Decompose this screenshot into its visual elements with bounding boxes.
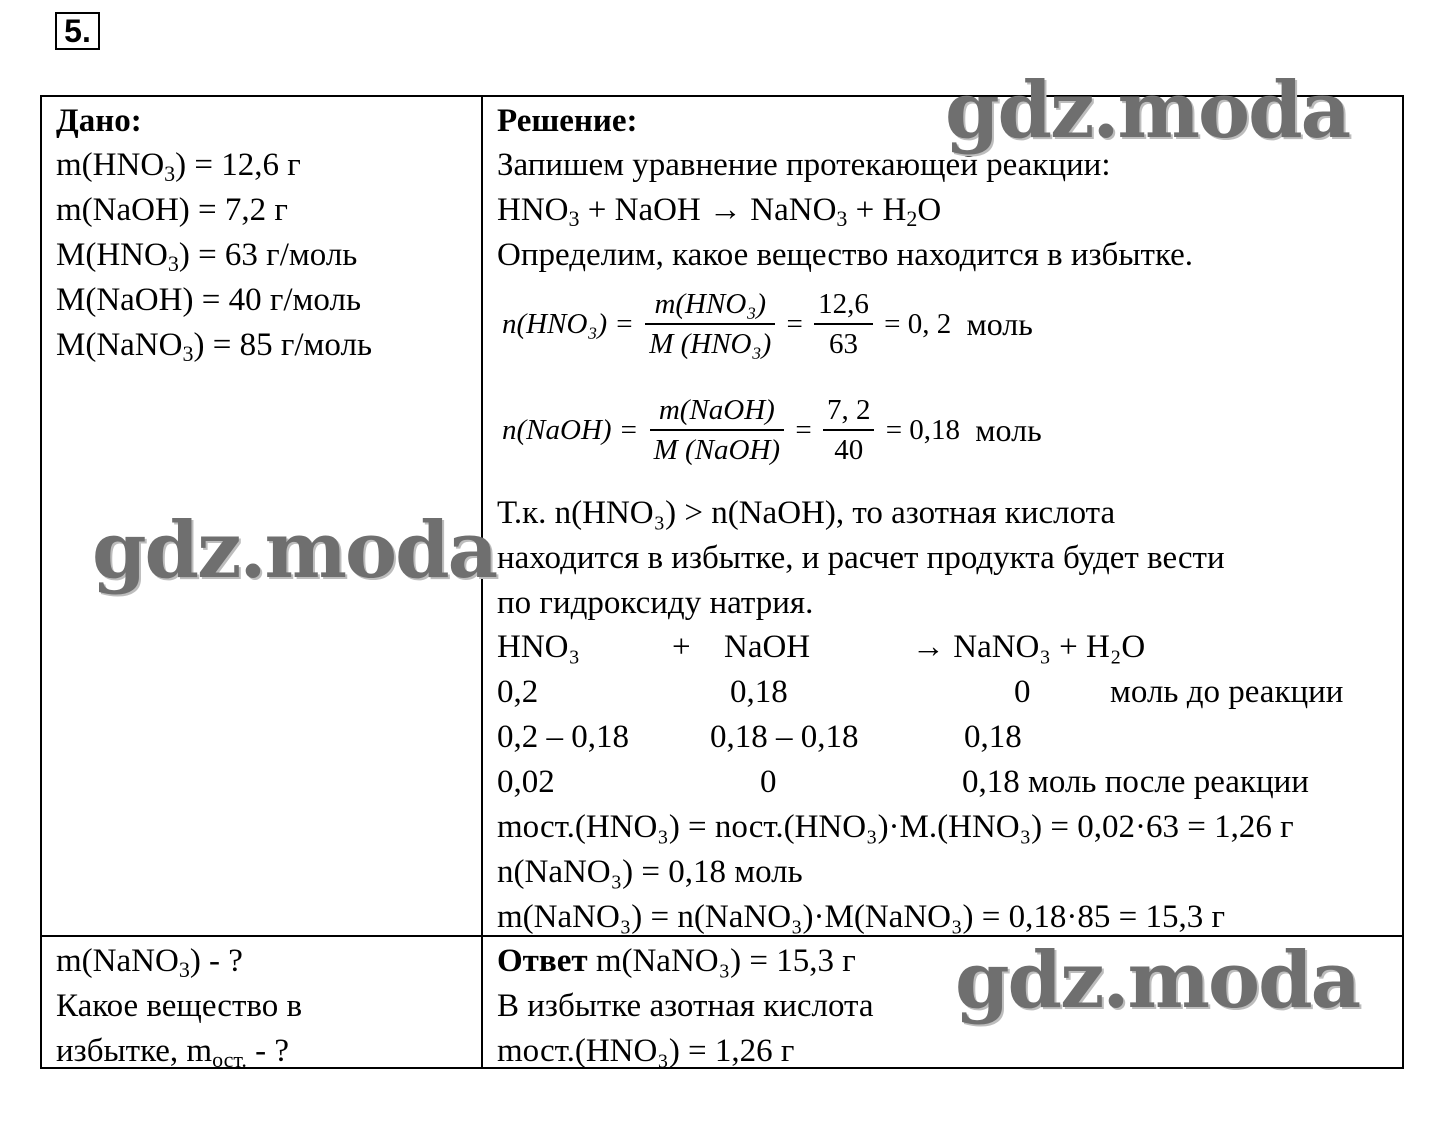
table-cell: 0,18 (730, 674, 788, 710)
table-cell: 0,18 – 0,18 (710, 719, 859, 755)
given-heading: Дано: (56, 103, 142, 139)
given-line: M(NaNO$_3$) = 85 г/моль (56, 327, 373, 366)
table-cell: 0 (1014, 674, 1031, 710)
reasoning-line: Т.к. n(HNO₃) > n(NaOH), то азотная кислота (497, 495, 1116, 531)
table-cell: 0,18 моль после реакции (962, 764, 1309, 800)
table-cell: 0 (760, 764, 777, 800)
given-line: m(NaOH) = 7,2 г (56, 192, 288, 228)
solution-heading: Решение: (497, 103, 638, 139)
calc-line: n(NaNO₃) = 0,18 моль (497, 854, 803, 890)
reasoning-line: находится в избытке, и расчет продукта будет вести (497, 540, 1225, 576)
problem-number: 5. (55, 12, 100, 50)
watermark-logo: gdz.moda (955, 935, 1360, 1026)
table-header-naoh: NaOH (724, 629, 811, 665)
table-cell: 0,02 (497, 764, 555, 800)
calc-line: m(NaNO₃) = n(NaNO₃)·M(NaNO₃) = 0,18·85 = 15,3 г (497, 899, 1225, 935)
table-header-hno3: HNO₃ (497, 629, 580, 665)
reasoning-line: по гидроксиду натрия. (497, 585, 814, 621)
table-cell: 0,2 – 0,18 (497, 719, 629, 755)
watermark-logo: gdz.moda (945, 65, 1350, 156)
given-line: M(NaOH) = 40 г/моль (56, 282, 361, 318)
formula-moles-hno3: n(HNO₃) = $\frac{\text{m(HNO₃)}}{\text{M (HNO₃)}}$ = $\frac{12,6}{63}$ = 0, 2 моль (502, 285, 1033, 363)
given-line: $m(HNO_3) = 12,6$ г (56, 147, 301, 186)
given-line: $M(HNO_3) = 63$ г/моль (56, 237, 358, 276)
find-line: Какое вещество в (56, 988, 303, 1024)
answer-line: В избытке азотная кислота (497, 988, 874, 1024)
answer-line: Ответ m(NaNO₃) = 15,3 г (497, 943, 856, 979)
find-line: m(NaNO$_3$) - ? (56, 943, 243, 982)
excess-question: Определим, какое вещество находится в избытке. (497, 237, 1194, 273)
formula-moles-naoh: n(NaOH) = $\frac{\text{m(NaOH)}}{\text{M (NaOH)}}$ = $\frac{7, 2}{40}$ = 0,18 моль (502, 391, 1042, 469)
table-cell: 0,18 (964, 719, 1022, 755)
watermark-logo: gdz.moda (92, 505, 497, 596)
table-header-plus: + (672, 629, 691, 665)
answer-line: mост.(HNO₃) = 1,26 г (497, 1033, 795, 1069)
table-header-products: → NaNO₃ + H₂O (912, 629, 1146, 665)
table-cell: моль до реакции (1110, 674, 1344, 710)
table-cell: 0,2 (497, 674, 539, 710)
reaction-equation: $HNO_3$ + NaOH → NaNO$_3$ + $H_2O$ (497, 192, 942, 231)
find-line: избытке, $m_{ост.}$ - ? (56, 1033, 290, 1072)
solution-intro: Запишем уравнение протекающей реакции: (497, 147, 1111, 183)
calc-line: mост.(HNO₃) = nост.(HNO₃)·M.(HNO₃) = 0,02·63 = 1,26 г (497, 809, 1294, 845)
